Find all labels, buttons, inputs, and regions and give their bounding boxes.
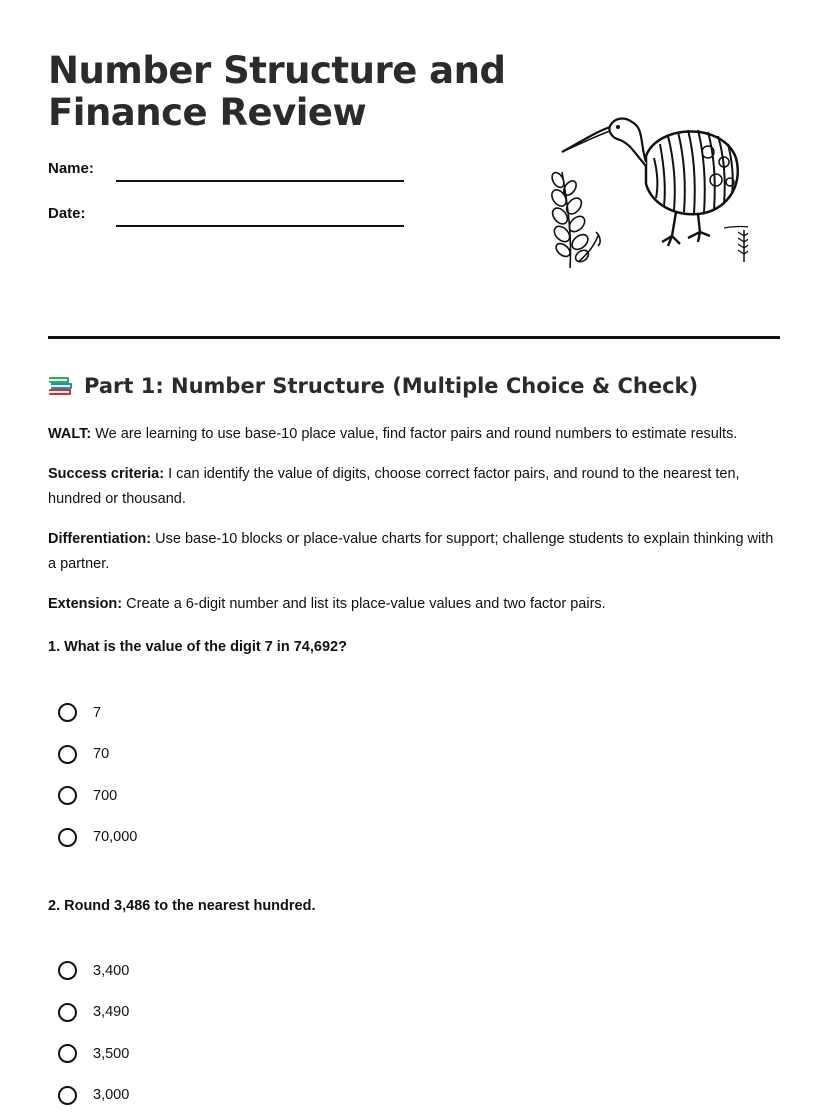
question-2-options [58, 950, 129, 1116]
radio-circle-icon[interactable] [58, 703, 77, 722]
extension-label: Extension: [48, 596, 123, 612]
section-divider [48, 336, 780, 339]
question-1-option-a[interactable] [58, 692, 137, 734]
success-criteria-text: I can identify the value of digits, choose correct factor pairs, and round to the nearest ten, hundred or thousand. [48, 466, 740, 507]
kiwi-bird-illustration [548, 96, 748, 274]
radio-circle-icon[interactable] [58, 828, 77, 847]
radio-circle-icon[interactable] [58, 1003, 77, 1022]
name-label: Name: [48, 160, 94, 177]
question-2-option-b[interactable] [58, 992, 129, 1034]
walt-label: WALT: [48, 426, 92, 442]
success-criteria-label: Success criteria: [48, 466, 165, 482]
differentiation-paragraph [48, 527, 780, 577]
walt-paragraph [48, 422, 780, 447]
part1-heading-text: Part 1: Number Structure (Multiple Choice & Check) [84, 374, 699, 398]
option-label: 3,490 [93, 1004, 130, 1021]
question-1-option-d[interactable] [58, 817, 137, 859]
question-1-option-c[interactable] [58, 775, 137, 817]
page-title: Number Structure and Finance Review [48, 49, 506, 134]
radio-circle-icon[interactable] [58, 1086, 77, 1105]
date-label: Date: [48, 205, 86, 222]
question-2-option-d[interactable] [58, 1075, 129, 1117]
question-2: 2. Round 3,486 to the nearest hundred. [48, 898, 316, 914]
differentiation-text: Use base-10 blocks or place-value charts for support; challenge students to explain thinking with a partner. [48, 531, 774, 572]
option-label: 7 [93, 704, 102, 721]
name-field[interactable] [116, 180, 404, 182]
differentiation-label: Differentiation: [48, 531, 152, 547]
option-label: 70 [93, 746, 110, 763]
question-2-option-c[interactable] [58, 1033, 129, 1075]
question-2-option-a[interactable] [58, 950, 129, 992]
question-1: 1. What is the value of the digit 7 in 74,692? [48, 639, 347, 655]
question-1-option-b[interactable] [58, 734, 137, 776]
date-field[interactable] [116, 225, 404, 227]
radio-circle-icon[interactable] [58, 961, 77, 980]
option-label: 70,000 [93, 829, 138, 846]
books-icon [48, 374, 74, 398]
option-label: 3,400 [93, 962, 130, 979]
question-1-options [58, 692, 137, 858]
extension-text: Create a 6-digit number and list its place-value values and two factor pairs. [122, 596, 606, 612]
walt-text: We are learning to use base-10 place value, find factor pairs and round numbers to estimate results. [91, 426, 738, 442]
radio-circle-icon[interactable] [58, 1044, 77, 1063]
extension-paragraph [48, 592, 780, 617]
option-label: 3,000 [93, 1087, 130, 1104]
radio-circle-icon[interactable] [58, 745, 77, 764]
part1-heading [48, 374, 698, 398]
option-label: 700 [93, 787, 118, 804]
option-label: 3,500 [93, 1045, 130, 1062]
success-criteria-paragraph [48, 462, 780, 512]
radio-circle-icon[interactable] [58, 786, 77, 805]
